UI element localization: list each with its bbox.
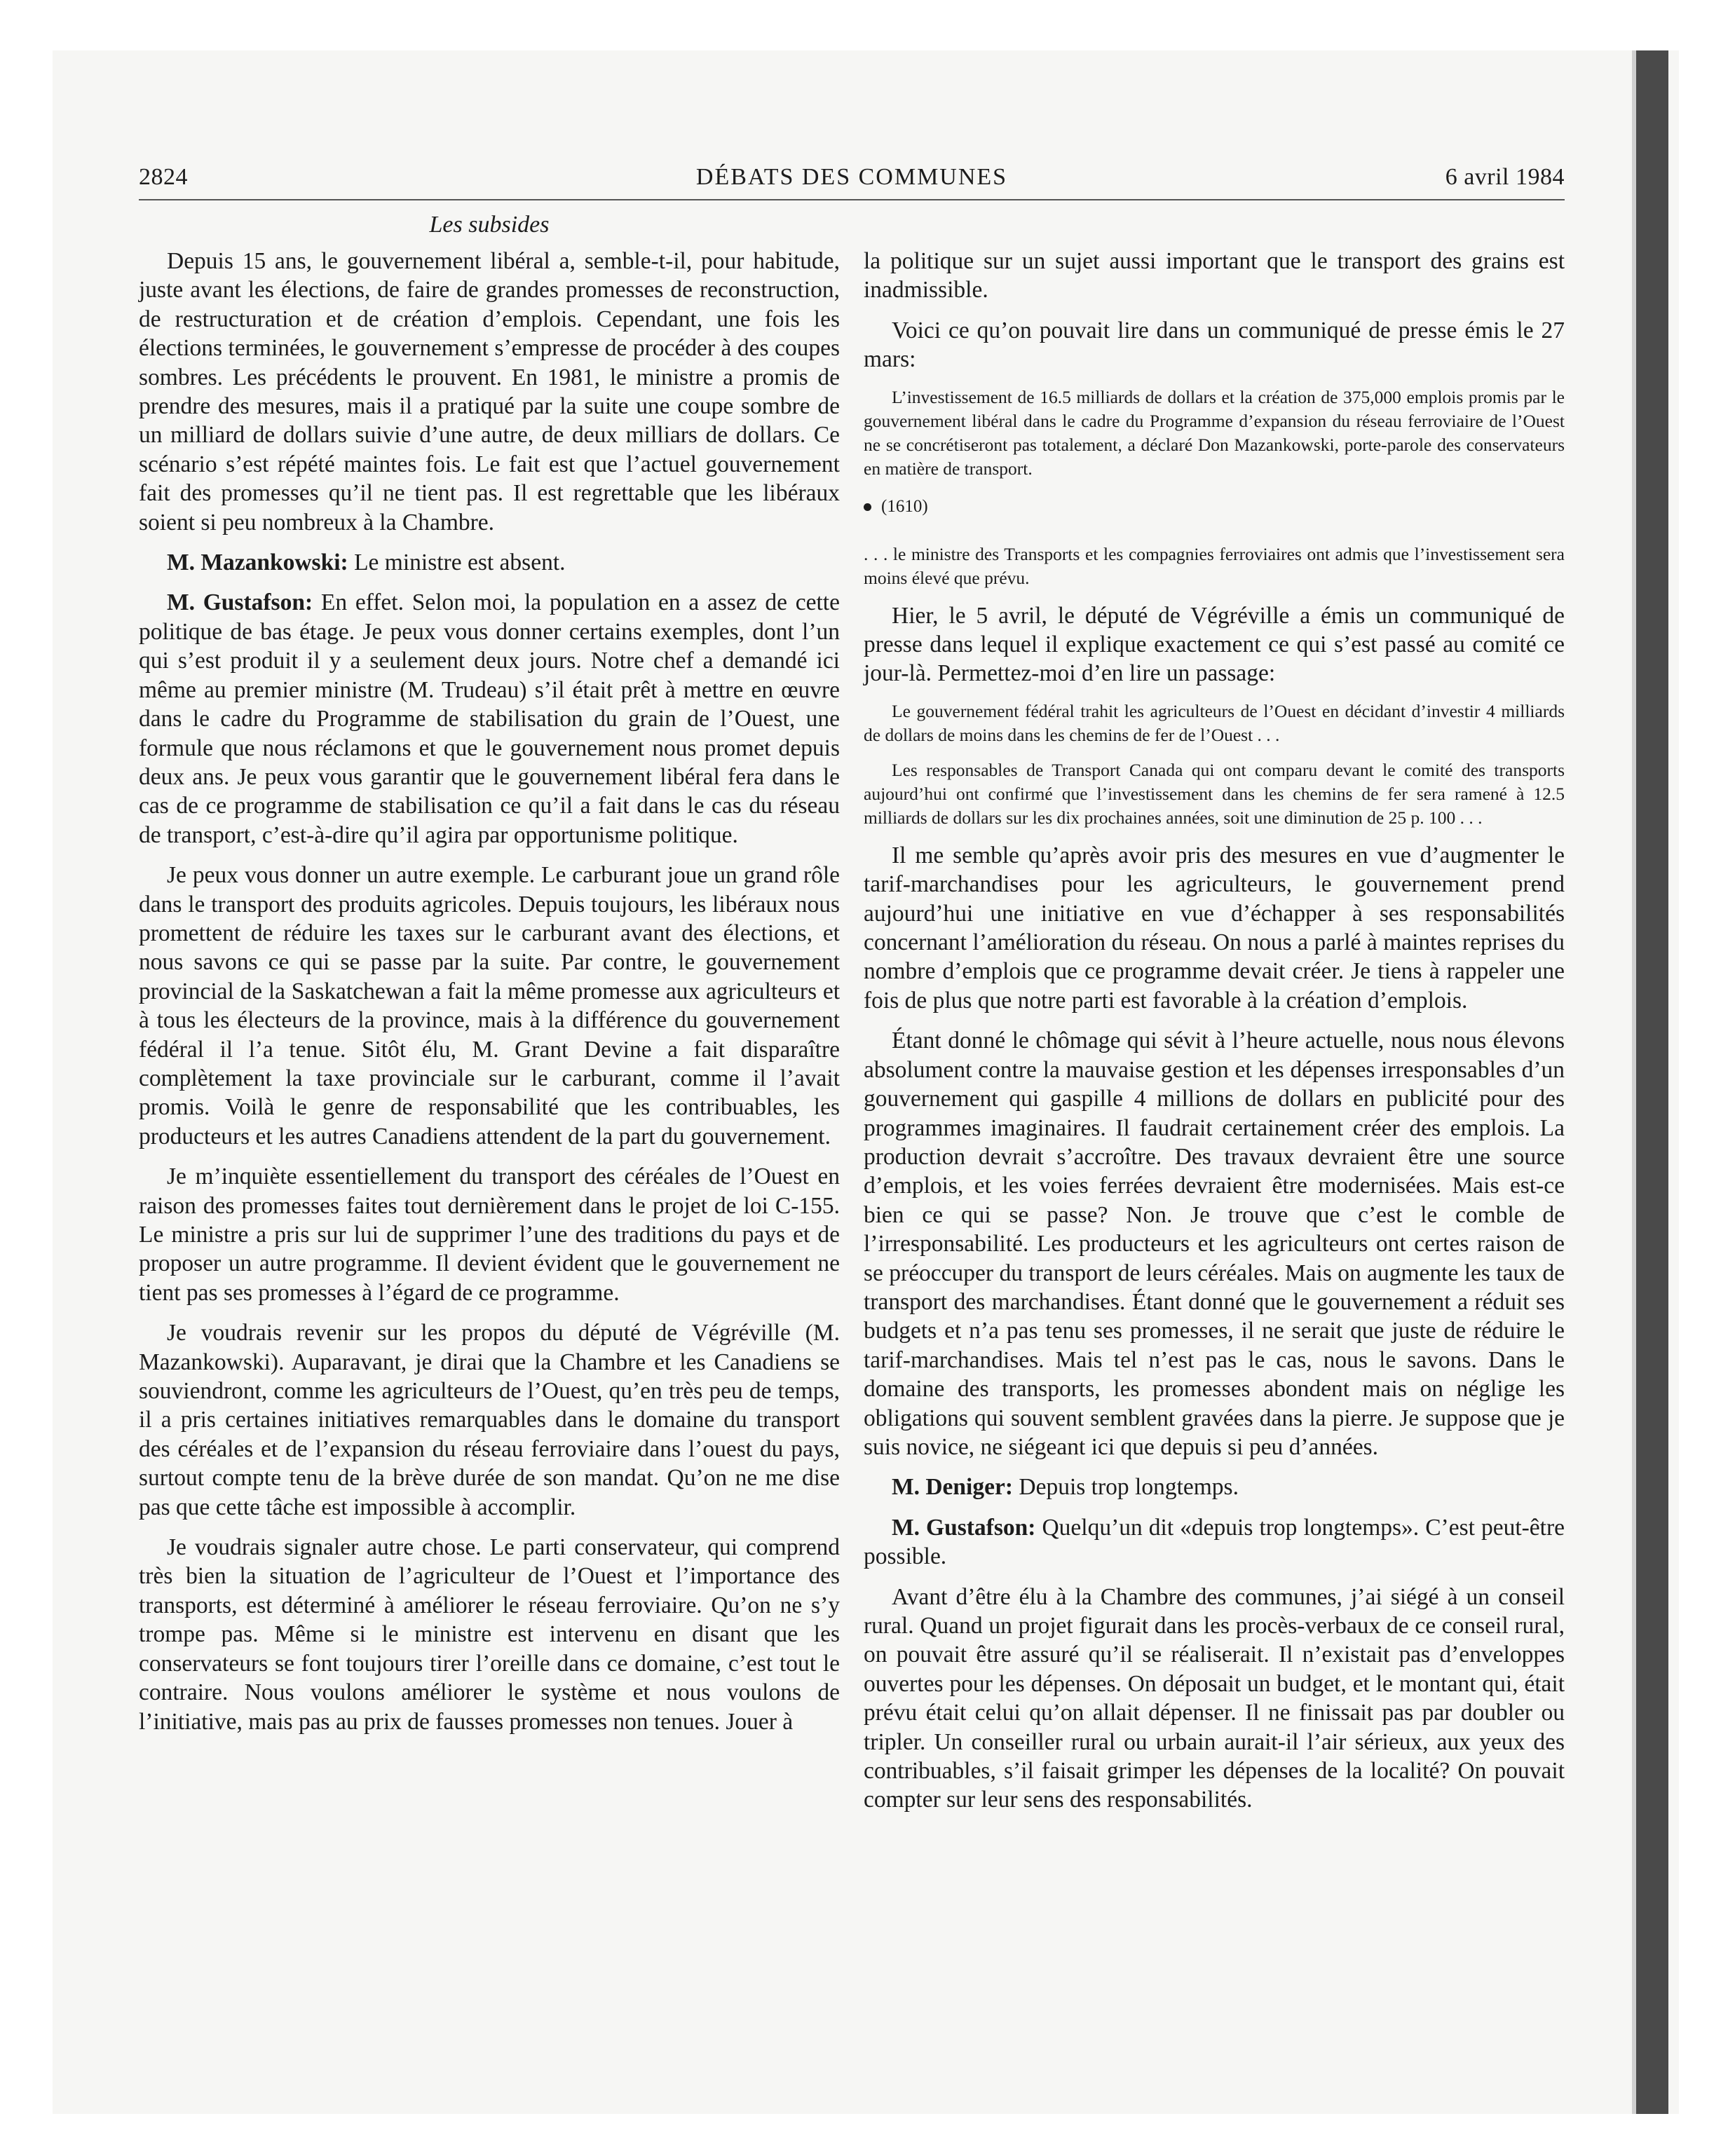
paragraph: Étant donné le chômage qui sévit à l’heure actuelle, nous nous élevons absolument contre la mauvaise gestion et les dépenses irresponsables d’un gouvernement qui gaspille 4 millions de dollars en publicité pour des programmes imaginaires. Il faudrait certainement créer des emplois. La production devrait s’accroître. Des travaux devraient être une source d’emplois, et les voies ferrées devraient être modernisées. Mais est-ce bien ce qui se passe? Non. Je trouve que c’est le comble de l’irresponsabilité. Les producteurs et les agriculteurs ont certes raison de se préoccuper du transport de leurs céréales. Mais on augmente les taux de transport des marchandises. Étant donné que le gouvernement a réduit ses budgets et n’a pas tenu ses promesses, il ne serait que juste de réduire le tarif-marchandises. Mais tel n’est pas le cas, nous le savons. Dans le domaine des transports, les promesses abondent mais on néglige les obligations qui souvent semblent gravées dans la pierre. Je suppose que je suis novice, ne siégeant ici que depuis si peu d’années. bbox=[864, 1028, 1565, 1460]
page-number: 2824 bbox=[139, 164, 188, 190]
speaker-name: M. Gustafson: bbox=[167, 589, 313, 616]
paragraph: Depuis 15 ans, le gouvernement libéral a, semble-t-il, pour habitude, juste avant les élections, de faire de grandes promesses de reconstruction, de restructuration et de création d’emplois. Cependant, une fois les élections terminées, le gouvernement s’empresse de procéder à des coupes sombres. Les précédents le prouvent. En 1981, le ministre a promis de prendre des mesures, mais il a pratiqué par la suite une coupe sombre de un milliard de dollars suivie d’une autre, de deux milliars de dollars. Ce scénario s’est répété maintes fois. Le fait est que l’actuel gouvernement fait des promesses qu’il ne tient pas. Il est regrettable que les libéraux soient si peu nombreux à la Chambre. bbox=[139, 248, 840, 535]
publication-title: DÉBATS DES COMMUNES bbox=[695, 164, 1008, 190]
paragraph: la politique sur un sujet aussi important que le transport des grains est inadmissible. bbox=[864, 248, 1565, 303]
time-marker bbox=[864, 495, 1565, 519]
running-header bbox=[139, 163, 1565, 200]
paragraph: Je voudrais signaler autre chose. Le parti conservateur, qui comprend très bien la situation de l’agriculteur de l’Ouest et l’importance des transports, est déterminé à améliorer le réseau ferroviaire. Qu’on ne s’y trompe pas. Même si le ministre est intervenu en disant que les conservateurs se font toujours tirer l’oreille dans ce domaine, c’est tout le contraire. Nous voulons améliorer le système et nous voulons de l’initiative, mais pas au prix de fausses promesses non tenues. Jouer à bbox=[139, 1534, 840, 1735]
right-column bbox=[864, 247, 1565, 1826]
paragraph: Je voudrais revenir sur les propos du député de Végréville (M. Mazankowski). Auparavant, je dirai que la Chambre et les Canadiens se souviendront, comme les agriculteurs de l’Ouest, qu’en très peu de temps, il a pris certaines initiatives remarquables dans le domaine du transport des céréales et de l’expansion du réseau ferroviaire dans l’ouest du pays, surtout compte tenu de la brève durée de son mandat. Qu’on ne me dise pas que cette tâche est impossible à accomplir. bbox=[139, 1320, 840, 1520]
scanner-edge bbox=[1636, 50, 1668, 2114]
paragraph: Voici ce qu’on pouvait lire dans un communiqué de presse émis le 27 mars: bbox=[864, 317, 1565, 373]
speaker-name: M. Gustafson: bbox=[892, 1514, 1036, 1541]
speech-text: En effet. Selon moi, la population en a assez de cette politique de bas étage. Je peux vous donner certains exemples, dont l’un qui s’est produit il y a seulement deux jours. Notre chef a demandé ici même au premier ministre (M. Trudeau) s’il était prêt à mettre en œuvre dans le cadre du Programme de stabilisation du grain de l’Ouest, une formule que nous réclamons et que le gouvernement nous promet depuis deux ans. Je peux vous garantir que le gouvernement libéral fera dans le cas de ce programme de stabilisation ce qu’il a fait dans le cas du réseau de transport, c’est-à-dire qu’il agira par opportunisme politique. bbox=[139, 589, 840, 848]
speech-text: Quelqu’un dit «depuis trop longtemps». C’est peut-être possible. bbox=[864, 1514, 1565, 1570]
time-marker-text: (1610) bbox=[881, 496, 928, 516]
block-quote: . . . le ministre des Transports et les compagnies ferroviaires ont admis que l’investissement sera moins élevé que prévu. bbox=[864, 543, 1565, 588]
section-title: Les subsides bbox=[429, 212, 550, 238]
speech-paragraph bbox=[139, 548, 840, 577]
paragraph: Je peux vous donner un autre exemple. Le carburant joue un grand rôle dans le transport des produits agricoles. Depuis toujours, les libéraux nous promettent de réduire les taxes sur le carburant avant des élections, et nous savons ce qui se passe par la suite. Par contre, le gouvernement provincial de la Saskatchewan a fait la même promesse aux agriculteurs et à tous les électeurs de la province, mais à la différence du gouvernement fédéral il l’a tenue. Sitôt élu, M. Grant Devine a fait disparaître complètement la taxe provinciale sur le carburant, comme il l’avait promis. Voilà le genre de responsabilité que les contribuables, les producteurs et les autres Canadiens attendent de la part du gouvernement. bbox=[139, 862, 840, 1149]
speaker-name: M. Mazankowski: bbox=[167, 550, 348, 576]
speaker-name: M. Deniger: bbox=[892, 1474, 1014, 1501]
publication-date: 6 avril 1984 bbox=[1445, 164, 1565, 190]
paragraph: Hier, le 5 avril, le député de Végréville a émis un communiqué de presse dans lequel il explique exactement ce qui s’est passé au comité ce jour-là. Permettez-moi d’en lire un passage: bbox=[864, 602, 1565, 687]
paragraph: Il me semble qu’après avoir pris des mesures en vue d’augmenter le tarif-marchandises pour les agriculteurs, le gouvernement prend aujourd’hui une initiative en vue d’échapper à ses responsabilités concernant l’amélioration du réseau. On nous a parlé à maintes reprises du nombre d’emplois que ce programme devait créer. Je tiens à rappeler une fois de plus que notre parti est favorable à la création d’emplois. bbox=[864, 842, 1565, 1014]
speech-paragraph bbox=[864, 1513, 1565, 1571]
block-quote: L’investissement de 16.5 milliards de dollars et la création de 375,000 emplois promis par le gouvernement libéral dans le cadre du Programme d’expansion du réseau ferroviaire de l’Ouest ne se concrétiseront pas totalement, a déclaré Don Mazankowski, porte-parole des conservateurs en matière de transport. bbox=[864, 386, 1565, 479]
paragraph: Avant d’être élu à la Chambre des communes, j’ai siégé à un conseil rural. Quand un projet figurait dans les procès-verbaux de ce conseil rural, on pouvait être assuré qu’il se réaliserait. Il n’existait pas d’enveloppes ouvertes pour les dépenses. On déposait un budget, et le montant qui, était prévu était celui qu’on allait dépenser. Il ne finissait pas par doubler ou tripler. Un conseiller rural ou urbain aurait-il l’air sérieux, aux yeux des contribuables, s’il faisait grimper les dépenses de la localité? On pouvait compter sur leur sens des responsabilités. bbox=[864, 1583, 1565, 1813]
block-quote: Le gouvernement fédéral trahit les agriculteurs de l’Ouest en décidant d’investir 4 milliards de dollars de moins dans les chemins de fer de l’Ouest . . . bbox=[864, 700, 1565, 745]
paragraph: Je m’inquiète essentiellement du transport des céréales de l’Ouest en raison des promesses faites tout dernièrement dans le projet de loi C-155. Le ministre a pris sur lui de supprimer l’une des traditions du pays et de proposer un autre programme. Il devient évident que le gouvernement ne tient pas ses promesses à l’égard de ce programme. bbox=[139, 1164, 840, 1306]
speech-paragraph bbox=[139, 588, 840, 850]
speech-text: Le ministre est absent. bbox=[348, 550, 566, 576]
block-quote: Les responsables de Transport Canada qui ont comparu devant le comité des transports aujourd’hui ont confirmé que l’investissement dans les chemins de fer sera ramené à 12.5 milliards de dollars sur les dix prochaines années, soit une diminution de 25 p. 100 . . . bbox=[864, 759, 1565, 828]
speech-text: Depuis trop longtemps. bbox=[1013, 1474, 1239, 1501]
speech-paragraph bbox=[864, 1473, 1565, 1501]
left-column bbox=[139, 247, 840, 1747]
bullet-icon bbox=[864, 503, 871, 511]
